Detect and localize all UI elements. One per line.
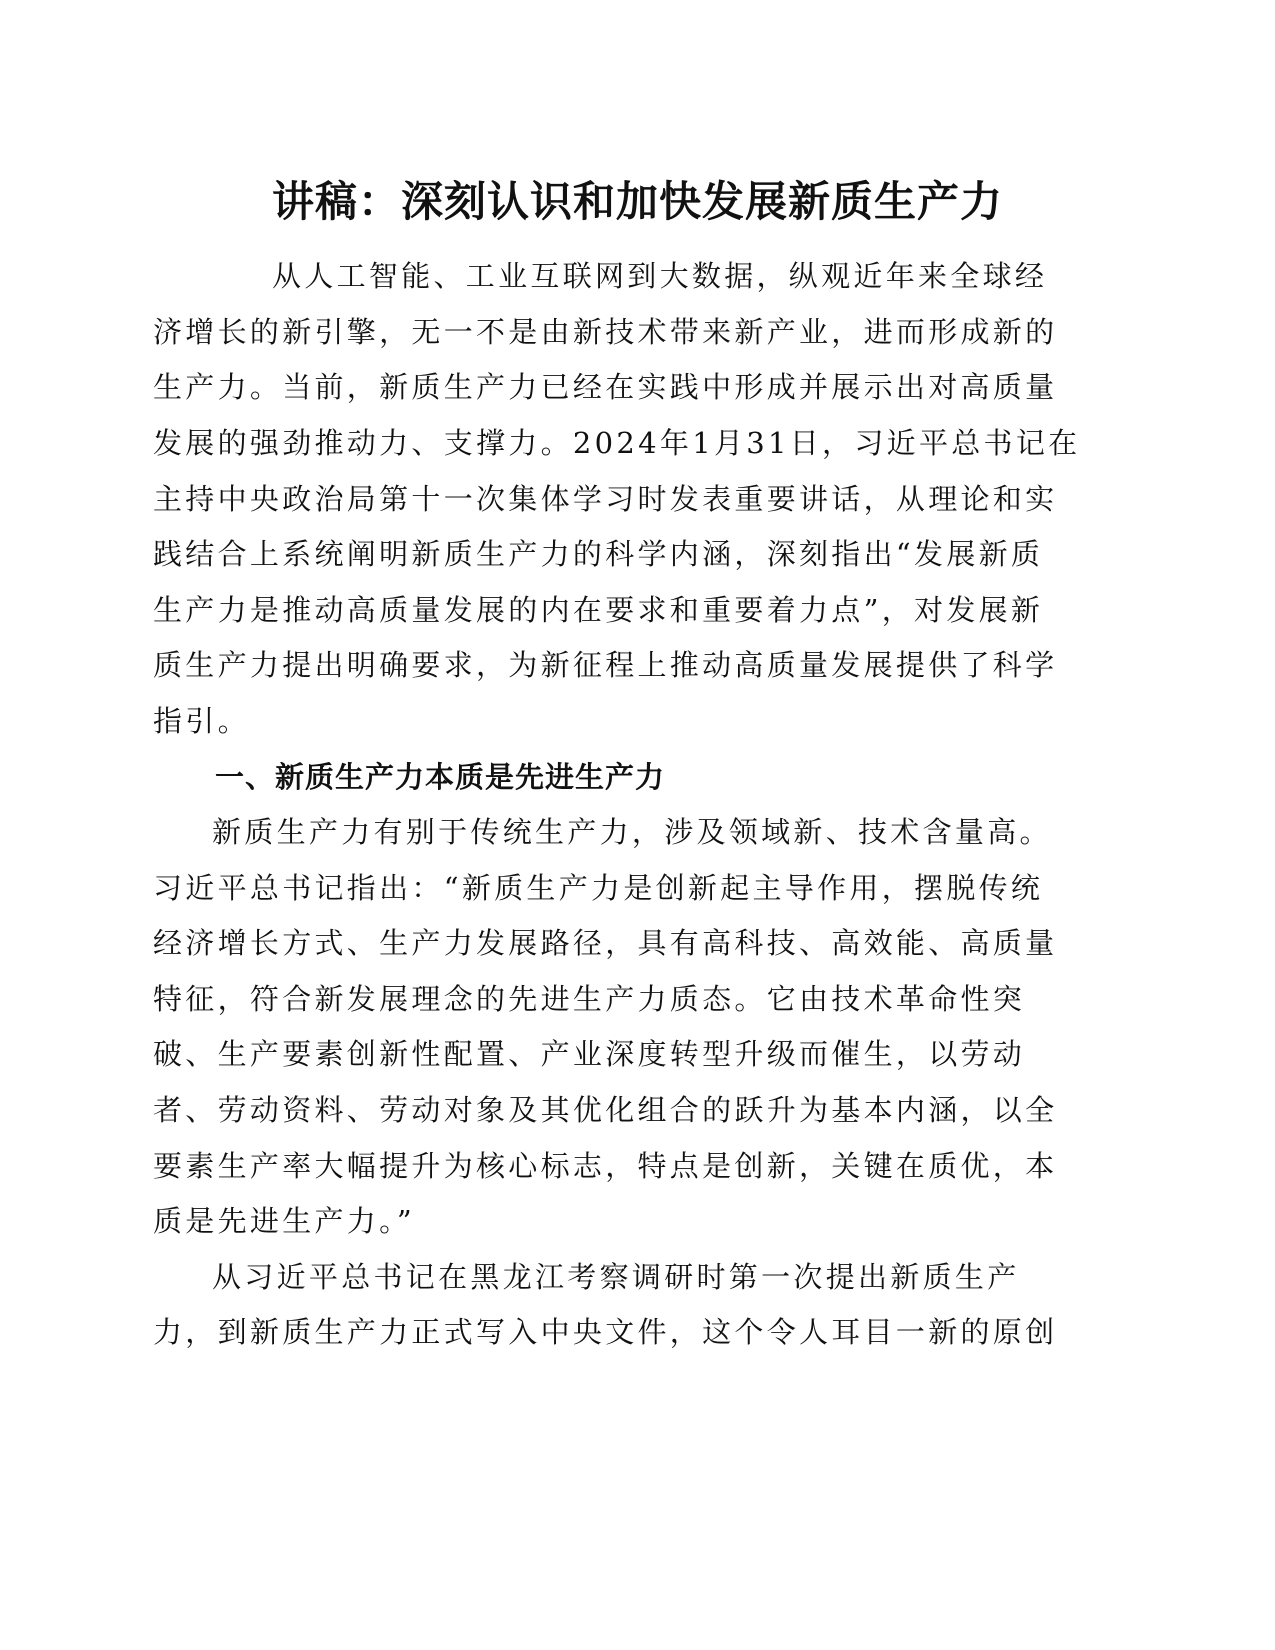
intro-line: 指引。 xyxy=(153,704,250,738)
intro-line: 主持中央政治局第十一次集体学习时发表重要讲话，从理论和实 xyxy=(153,482,1058,516)
paragraph-line: 经济增长方式、生产力发展路径，具有高科技、高效能、高质量 xyxy=(153,926,1058,960)
paragraph-line: 质是先进生产力。” xyxy=(153,1204,416,1238)
intro-line: 质生产力提出明确要求，为新征程上推动高质量发展提供了科学 xyxy=(153,648,1058,682)
intro-line: 生产力是推动高质量发展的内在要求和重要着力点”，对发展新 xyxy=(153,593,1044,627)
paragraph-line: 破、生产要素创新性配置、产业深度转型升级而催生，以劳动 xyxy=(153,1037,1026,1071)
section-heading: 一、新质生产力本质是先进生产力 xyxy=(215,760,666,794)
intro-line: 从人工智能、工业互联网到大数据，纵观近年来全球经 xyxy=(272,259,1048,293)
intro-line: 生产力。当前，新质生产力已经在实践中形成并展示出对高质量 xyxy=(153,370,1058,404)
paragraph-line: 从习近平总书记在黑龙江考察调研时第一次提出新质生产 xyxy=(212,1260,1020,1294)
paragraph-line: 习近平总书记指出：“新质生产力是创新起主导作用，摆脱传统 xyxy=(153,871,1044,905)
paragraph-line: 者、劳动资料、劳动对象及其优化组合的跃升为基本内涵，以全 xyxy=(153,1093,1058,1127)
intro-line: 践结合上系统阐明新质生产力的科学内涵，深刻指出“发展新质 xyxy=(153,537,1044,571)
document-title: 讲稿：深刻认识和加快发展新质生产力 xyxy=(271,177,1003,226)
paragraph-line: 特征，符合新发展理念的先进生产力质态。它由技术革命性突 xyxy=(153,982,1026,1016)
paragraph-line: 新质生产力有别于传统生产力，涉及领域新、技术含量高。 xyxy=(212,815,1052,849)
paragraph-line: 要素生产率大幅提升为核心标志，特点是创新，关键在质优，本 xyxy=(153,1149,1058,1183)
paragraph-line: 力，到新质生产力正式写入中央文件，这个令人耳目一新的原创 xyxy=(153,1315,1058,1349)
intro-line: 济增长的新引擎，无一不是由新技术带来新产业，进而形成新的 xyxy=(153,315,1058,349)
intro-line: 发展的强劲推动力、支撑力。2024年1月31日，习近平总书记在 xyxy=(153,426,1081,460)
